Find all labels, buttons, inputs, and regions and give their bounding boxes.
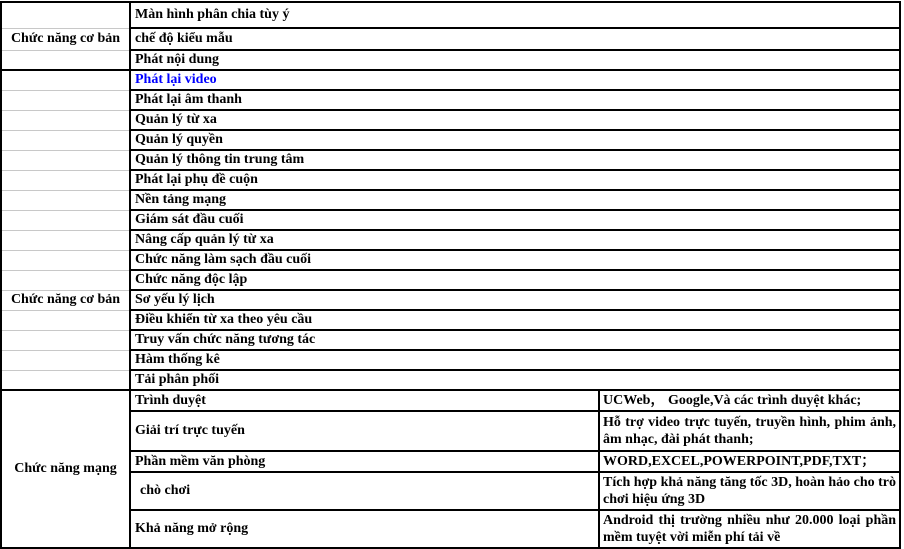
category-cell-empty — [1, 110, 130, 130]
category-cell-empty — [1, 250, 130, 270]
feature-text: Tải phân phối — [135, 372, 220, 387]
feature-text: Phát lại phụ đề cuộn — [135, 172, 258, 187]
feature-cell — [130, 411, 599, 451]
feature-text-highlighted: Phát lại video — [135, 72, 217, 87]
feature-cell — [130, 190, 900, 210]
table-row — [1, 230, 900, 250]
category-cell-empty — [1, 130, 130, 150]
table-row — [1, 451, 900, 472]
feature-text: Quản lý quyền — [135, 132, 223, 147]
table-row — [1, 290, 900, 310]
table-row — [1, 150, 900, 170]
feature-cell — [130, 90, 900, 110]
feature-text: Hàm thống kê — [135, 352, 220, 367]
feature-cell — [130, 130, 900, 150]
table-row — [1, 270, 900, 290]
detail-cell — [599, 451, 900, 472]
category-text: Chức năng cơ bản — [10, 292, 121, 307]
feature-cell — [130, 330, 900, 350]
category-cell-empty — [1, 90, 130, 110]
table-row — [1, 250, 900, 270]
feature-cell — [130, 472, 599, 510]
feature-text: Giám sát đầu cuối — [135, 212, 244, 227]
category-cell-empty — [1, 270, 130, 290]
feature-cell — [130, 250, 900, 270]
feature-cell — [130, 170, 900, 190]
feature-text: Phần mềm văn phòng — [135, 453, 266, 469]
detail-cell — [599, 472, 900, 510]
feature-text: Điều khiển từ xa theo yêu cầu — [135, 312, 313, 327]
table-row — [1, 411, 900, 451]
feature-text: chò chơi — [140, 483, 191, 498]
feature-text: Nền tảng mạng — [135, 192, 227, 207]
feature-cell — [130, 451, 599, 472]
category-text: Chức năng mạng — [14, 461, 117, 476]
category-cell-empty — [1, 70, 130, 90]
feature-cell-highlighted — [130, 70, 900, 90]
table-row — [1, 50, 900, 70]
table-row — [1, 390, 900, 411]
feature-text: Chức năng độc lập — [135, 272, 248, 287]
category-cell-empty — [1, 230, 130, 250]
category-cell-empty — [1, 330, 130, 350]
table-row — [1, 330, 900, 350]
feature-cell — [130, 370, 900, 390]
table-row — [1, 370, 900, 390]
feature-cell — [130, 290, 900, 310]
category-cell-empty — [1, 370, 130, 390]
feature-text: Phát lại âm thanh — [135, 92, 242, 107]
detail-text: Android thị trường nhiều như 20.000 loại phần mềm tuyệt vời miễn phí tải về — [603, 513, 897, 545]
table-row — [1, 170, 900, 190]
table-row — [1, 28, 900, 50]
detail-text: UCWeb， Google,Và các trình duyệt khác; — [603, 393, 862, 408]
table-row — [1, 70, 900, 90]
feature-text: Sơ yếu lý lịch — [135, 292, 215, 307]
detail-cell — [599, 510, 900, 548]
detail-text: Hỗ trợ video trực tuyến, truyền hình, phim ảnh, âm nhạc, đài phát thanh; — [603, 415, 897, 447]
feature-text: Trình duyệt — [135, 392, 206, 408]
feature-cell — [130, 510, 599, 548]
feature-text: chế độ kiểu mẫu — [135, 31, 233, 46]
table-row — [1, 90, 900, 110]
category-cell-empty — [1, 150, 130, 170]
table-row — [1, 310, 900, 330]
category-cell-basic-functions — [1, 28, 130, 50]
feature-text: Màn hình phân chia tùy ý — [135, 7, 290, 22]
feature-cell — [130, 50, 900, 70]
feature-text: Phát nội dung — [135, 52, 220, 67]
feature-cell — [130, 270, 900, 290]
feature-cell — [130, 310, 900, 330]
feature-cell — [130, 2, 900, 28]
category-cell-network-functions — [1, 390, 130, 548]
table-row — [1, 510, 900, 548]
category-text: Chức năng cơ bản — [10, 31, 121, 46]
feature-cell — [130, 390, 599, 411]
table-row — [1, 472, 900, 510]
table-row — [1, 110, 900, 130]
category-cell-basic-functions-2 — [1, 290, 130, 310]
table-row — [1, 130, 900, 150]
table-row — [1, 190, 900, 210]
detail-cell — [599, 390, 900, 411]
feature-text: Quản lý từ xa — [135, 112, 217, 127]
category-cell-empty — [1, 350, 130, 370]
category-cell-empty — [1, 2, 130, 28]
table-row — [1, 2, 900, 28]
category-cell-empty — [1, 50, 130, 70]
feature-text: Truy vấn chức năng tương tác — [135, 332, 316, 347]
feature-cell — [130, 230, 900, 250]
feature-cell — [130, 150, 900, 170]
category-cell-empty — [1, 210, 130, 230]
feature-cell — [130, 210, 900, 230]
table-row — [1, 210, 900, 230]
feature-text: Nâng cấp quản lý từ xa — [135, 232, 274, 247]
feature-text: Chức năng làm sạch đầu cuối — [135, 252, 312, 267]
category-cell-empty — [1, 170, 130, 190]
feature-text: Quản lý thông tin trung tâm — [135, 152, 305, 167]
detail-text: WORD,EXCEL,POWERPOINT,PDF,TXT； — [603, 454, 876, 469]
category-cell-empty — [1, 190, 130, 210]
features-table — [0, 1, 901, 549]
feature-text: Khả năng mở rộng — [135, 521, 249, 536]
detail-cell — [599, 411, 900, 451]
category-cell-empty — [1, 310, 130, 330]
detail-text: Tích hợp khả năng tăng tốc 3D, hoàn hảo cho trò chơi hiệu ứng 3D — [603, 475, 897, 507]
feature-cell — [130, 110, 900, 130]
feature-cell — [130, 28, 900, 50]
feature-cell — [130, 350, 900, 370]
table-row — [1, 350, 900, 370]
feature-text: Giải trí trực tuyến — [135, 423, 245, 438]
